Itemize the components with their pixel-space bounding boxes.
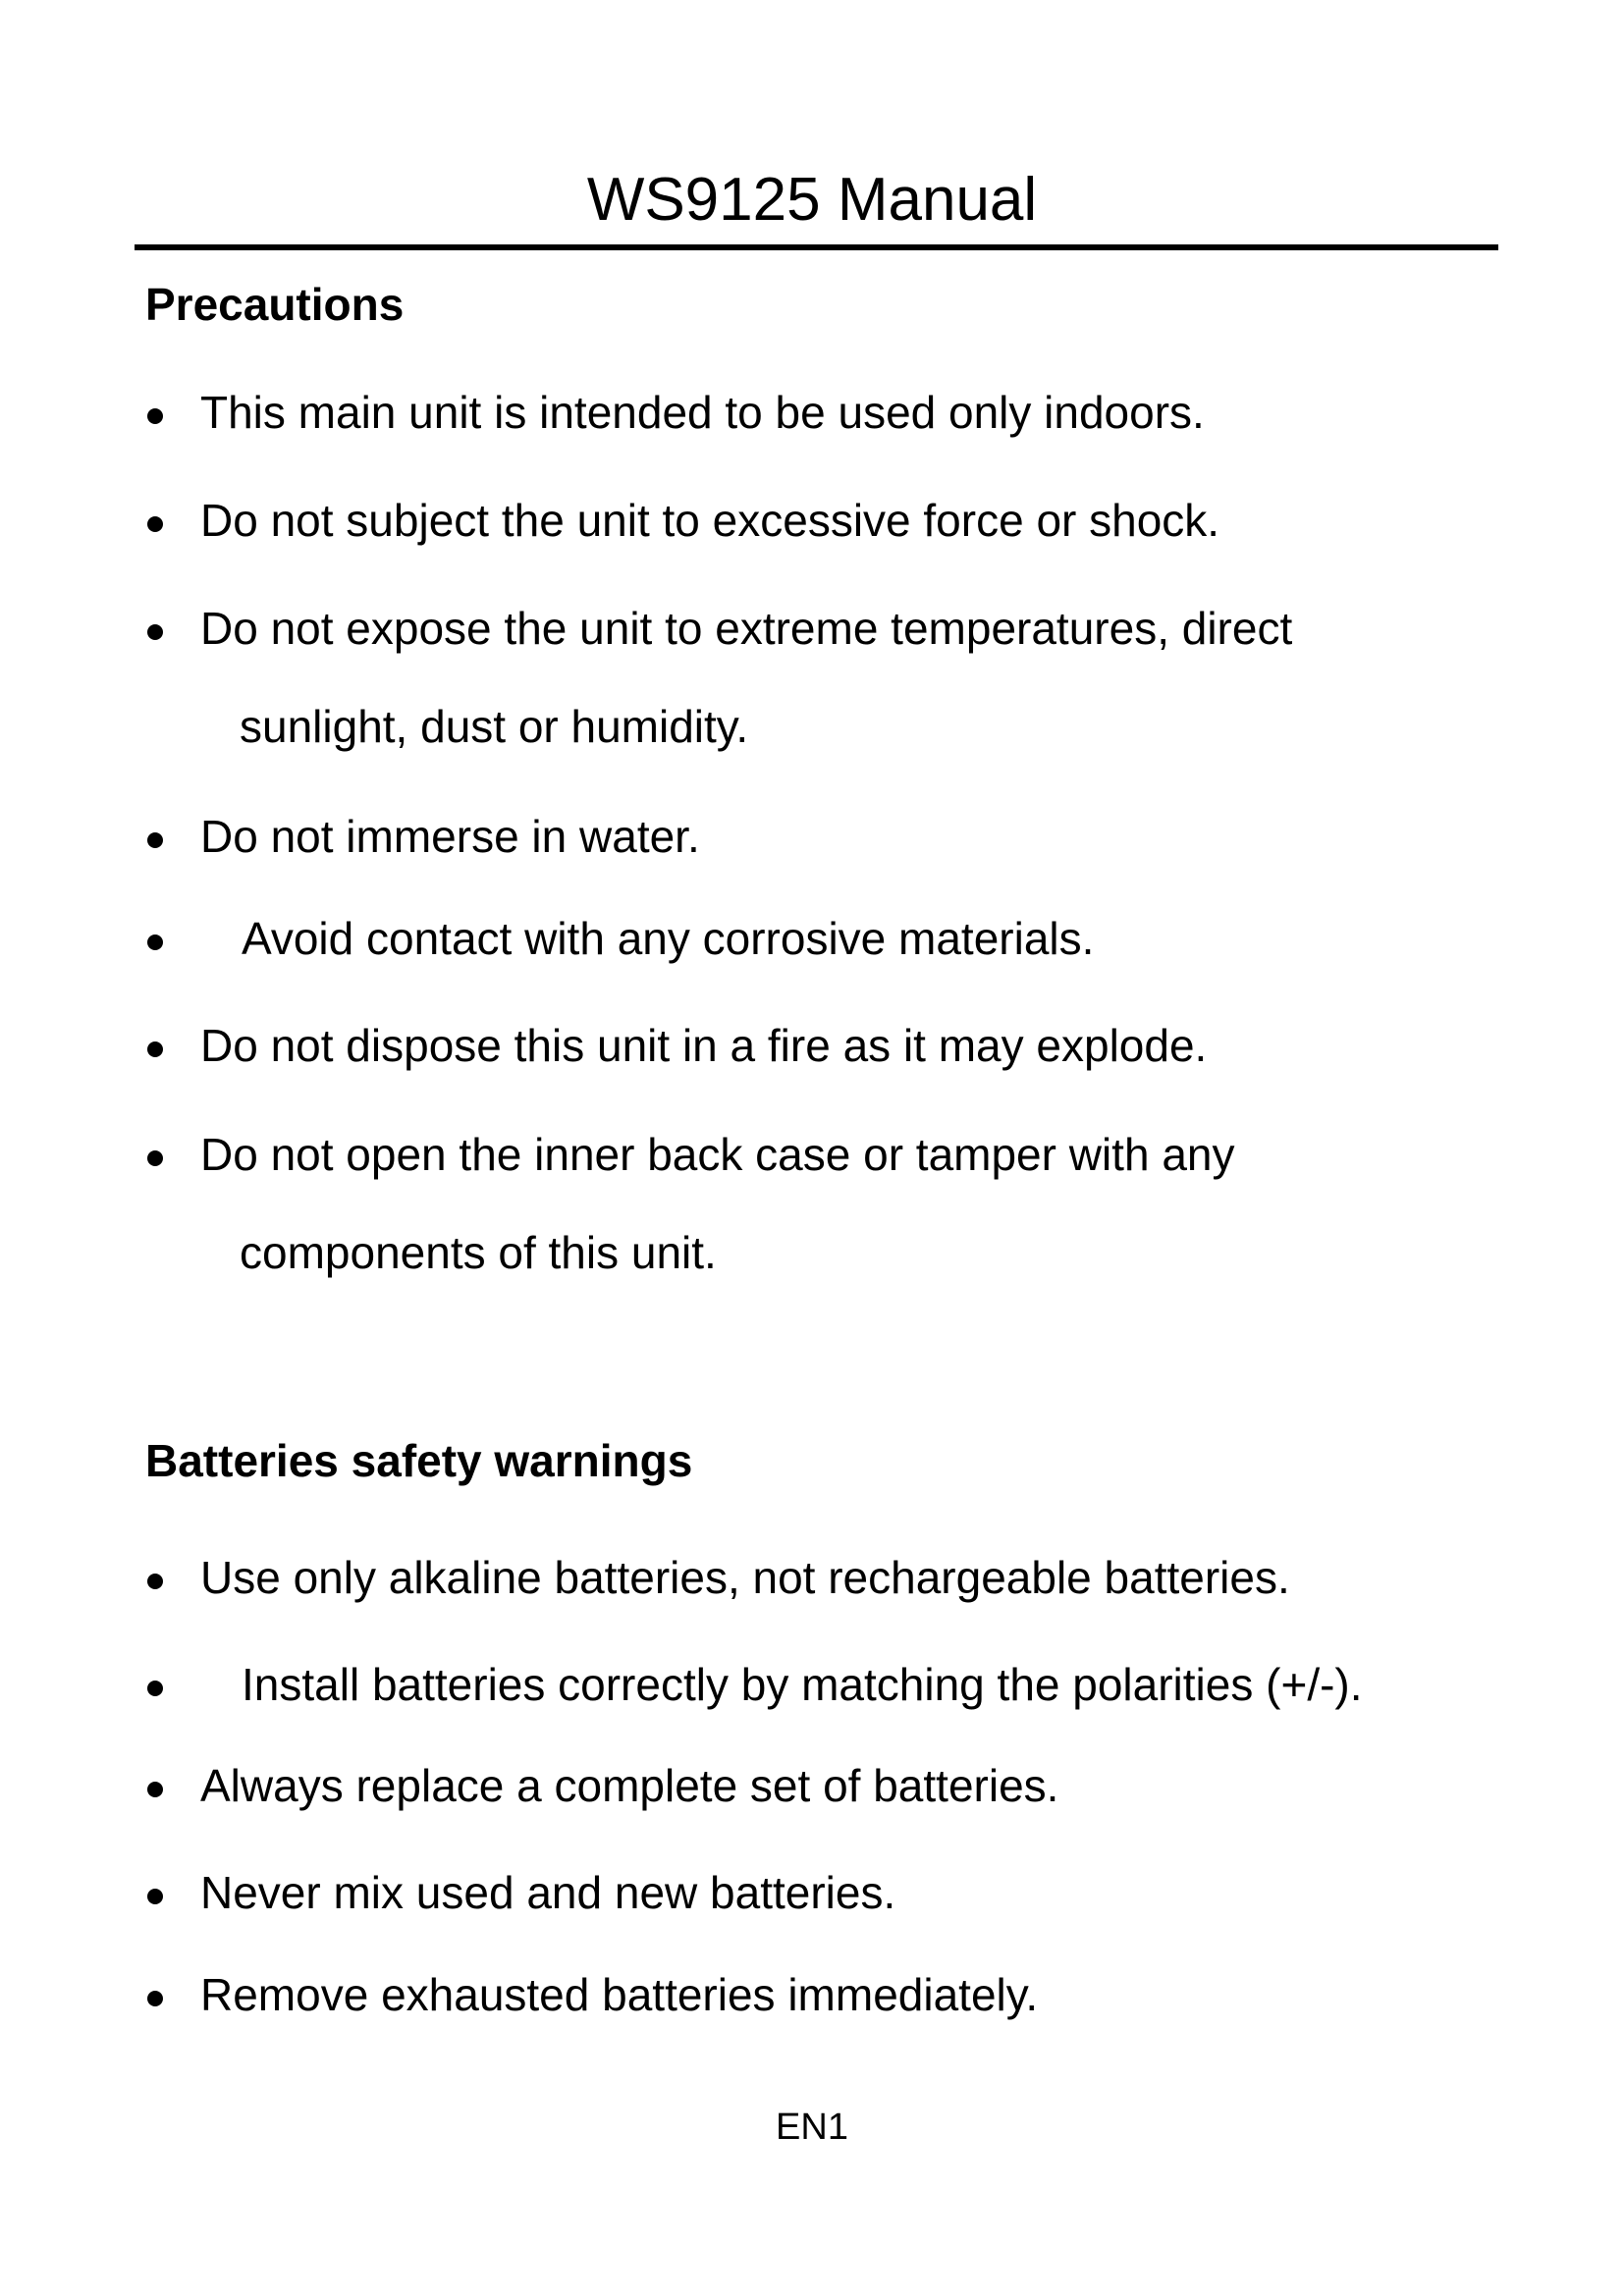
list-item-text: Do not subject the unit to excessive force or shock. bbox=[200, 495, 1220, 546]
page-number: EN1 bbox=[776, 2107, 848, 2148]
list-item-text: Do not immerse in water. bbox=[200, 811, 700, 862]
list-item bbox=[145, 787, 1500, 885]
list-item-text: Do not dispose this unit in a fire as it may explode. bbox=[200, 1020, 1208, 1071]
bullet-icon bbox=[145, 1635, 204, 1734]
list-item bbox=[145, 889, 1500, 988]
list-item-text: Never mix used and new batteries. bbox=[200, 1867, 896, 1918]
list-item-text: Install batteries correctly by matching the polarities (+/-). bbox=[242, 1659, 1363, 1710]
list-item bbox=[145, 996, 1500, 1095]
list-item bbox=[145, 471, 1500, 569]
list-item bbox=[145, 1105, 1500, 1302]
list-item bbox=[145, 1635, 1500, 1734]
list-item bbox=[145, 579, 1500, 775]
list-item-text: Remove exhausted batteries immediately. bbox=[200, 1969, 1039, 2020]
list-item-text: Use only alkaline batteries, not rechargeable batteries. bbox=[200, 1552, 1290, 1603]
bullet-icon bbox=[145, 996, 204, 1095]
page-title: WS9125 Manual bbox=[586, 166, 1038, 234]
bullet-icon bbox=[145, 787, 204, 885]
list-item-continuation: sunlight, dust or humidity. bbox=[240, 701, 749, 752]
header-divider bbox=[135, 244, 1498, 250]
list-item-text: This main unit is intended to be used only indoors. bbox=[200, 387, 1205, 438]
bullet-icon bbox=[145, 471, 204, 569]
bullet-icon bbox=[145, 1946, 204, 2044]
list-item-text: Always replace a complete set of batteries. bbox=[200, 1760, 1059, 1811]
list-item bbox=[145, 363, 1500, 461]
bullet-icon bbox=[145, 1736, 204, 1835]
bullet-icon bbox=[145, 1528, 204, 1627]
list-item bbox=[145, 1736, 1500, 1835]
list-item bbox=[145, 1843, 1500, 1942]
list-item bbox=[145, 1528, 1500, 1627]
bullet-icon bbox=[145, 889, 204, 988]
list-item-continuation: components of this unit. bbox=[240, 1227, 717, 1278]
list-item-text: Avoid contact with any corrosive materials. bbox=[242, 913, 1095, 964]
list-item bbox=[145, 1946, 1500, 2044]
list-item-text: Do not open the inner back case or tamper with any bbox=[200, 1129, 1235, 1180]
list-item-text: Do not expose the unit to extreme temperatures, direct bbox=[200, 603, 1293, 654]
batteries-heading: Batteries safety warnings bbox=[145, 1435, 693, 1486]
bullet-icon bbox=[145, 579, 204, 677]
precautions-heading: Precautions bbox=[145, 279, 405, 330]
bullet-icon bbox=[145, 1105, 204, 1203]
bullet-icon bbox=[145, 363, 204, 461]
bullet-icon bbox=[145, 1843, 204, 1942]
